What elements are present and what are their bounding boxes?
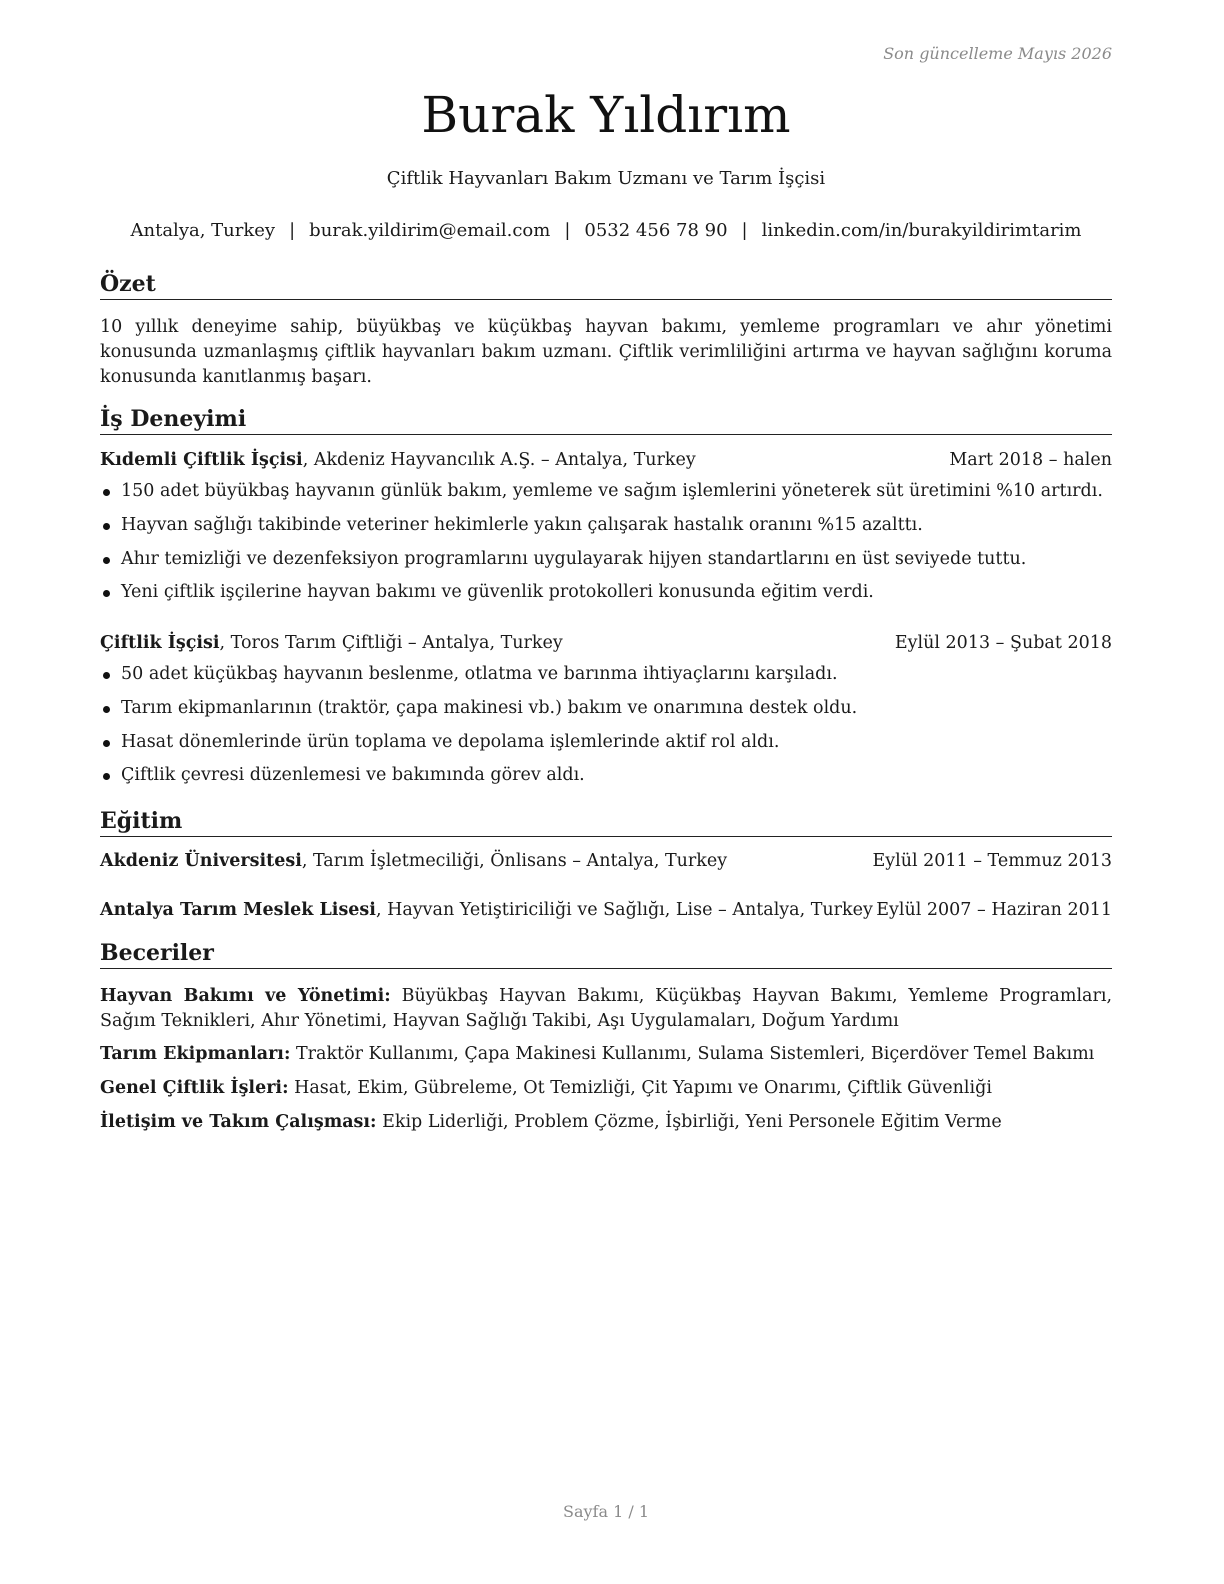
skill-row: [100, 1042, 1112, 1067]
contact-separator: |: [564, 220, 571, 241]
skill-row: [100, 984, 1112, 1034]
job-employer: , Toros Tarım Çiftliği – Antalya, Turkey: [219, 633, 563, 653]
education-school: Akdeniz Üniversitesi: [100, 851, 302, 871]
skill-row: [100, 1076, 1112, 1101]
education-details: , Tarım İşletmeciliği, Önlisans – Antalya, Turkey: [301, 851, 728, 871]
contact-location: Antalya, Turkey: [130, 220, 276, 241]
job-dates: Mart 2018 – halen: [949, 450, 1112, 470]
candidate-headline: Çiftlik Hayvanları Bakım Uzmanı ve Tarım İşçisi: [386, 168, 826, 189]
bullet-item: Hasat dönemlerinde ürün toplama ve depolama işlemlerinde aktif rol aldı.: [100, 731, 1112, 765]
contact-separator: |: [741, 220, 748, 241]
skill-values: Hasat, Ekim, Gübreleme, Ot Temizliği, Çit Yapımı ve Onarımı, Çiftlik Güvenliği: [288, 1078, 992, 1098]
bullet-dot-icon: [103, 672, 110, 679]
job-role: Çiftlik İşçisi: [100, 633, 220, 653]
section-title-experience: İş Deneyimi: [100, 406, 1112, 435]
section-title-summary: Özet: [100, 271, 1112, 300]
page-number: Sayfa 1 / 1: [562, 1502, 649, 1521]
contact-separator: |: [289, 220, 296, 241]
bullet-item: Hayvan sağlığı takibinde veteriner hekimlerle yakın çalışarak hastalık oranını %15 azalttı.: [100, 514, 1112, 548]
skill-values: Traktör Kullanımı, Çapa Makinesi Kullanımı, Sulama Sistemleri, Biçerdöver Temel Bakımı: [290, 1044, 1095, 1064]
skill-label: Tarım Ekipmanları:: [100, 1044, 291, 1064]
education-details: , Hayvan Yetiştiriciliği ve Sağlığı, Lise – Antalya, Turkey: [375, 900, 873, 920]
bullet-dot-icon: [103, 557, 110, 564]
bullet-item: Yeni çiftlik işçilerine hayvan bakımı ve güvenlik protokolleri konusunda eğitim verdi.: [100, 581, 1112, 615]
job-dates: Eylül 2013 – Şubat 2018: [894, 633, 1112, 653]
resume-page: [100, 0, 1112, 1584]
contact-email[interactable]: burak.yildirim@email.com: [309, 220, 551, 241]
bullet-dot-icon: [103, 773, 110, 780]
education-school: Antalya Tarım Meslek Lisesi: [100, 900, 376, 920]
skill-label: Hayvan Bakımı ve Yönetimi:: [100, 986, 391, 1006]
job-employer: , Akdeniz Hayvancılık A.Ş. – Antalya, Turkey: [302, 450, 696, 470]
bullet-item: 50 adet küçükbaş hayvanın beslenme, otlatma ve barınma ihtiyaçlarını karşıladı.: [100, 663, 1112, 697]
education-dates: Eylül 2011 – Temmuz 2013: [872, 851, 1112, 871]
contact-line: [100, 220, 1112, 241]
contact-phone[interactable]: 0532 456 78 90: [584, 220, 728, 241]
candidate-name: Burak Yıldırım: [421, 86, 791, 144]
job-bullets: [100, 480, 1112, 615]
bullet-dot-icon: [103, 523, 110, 530]
skill-label: İletişim ve Takım Çalışması:: [100, 1112, 377, 1132]
bullet-item: Tarım ekipmanlarının (traktör, çapa makinesi vb.) bakım ve onarımına destek oldu.: [100, 697, 1112, 731]
skill-values: Büyükbaş Hayvan Bakımı, Küçükbaş Hayvan Bakımı, Yemleme Programları, Sağım Teknikleri, Ahır Yönetimi, Hayvan Sağlığı Takibi, Aşı Uygulamaları, Doğum Yardımı: [100, 986, 1113, 1031]
bullet-dot-icon: [103, 740, 110, 747]
bullet-dot-icon: [103, 489, 110, 496]
bullet-item: Ahır temizliği ve dezenfeksiyon programlarını uygulayarak hijyen standartlarını en üst seviyede tuttu.: [100, 548, 1112, 582]
job-header: [100, 633, 1112, 653]
job-role: Kıdemli Çiftlik İşçisi: [100, 450, 303, 470]
education-dates: Eylül 2007 – Haziran 2011: [876, 900, 1112, 920]
job-bullets: [100, 663, 1112, 798]
bullet-item: 150 adet büyükbaş hayvanın günlük bakım, yemleme ve sağım işlemlerini yöneterek süt üretimini %10 artırdı.: [100, 480, 1112, 514]
skill-row: [100, 1110, 1112, 1135]
skill-label: Genel Çiftlik İşleri:: [100, 1078, 289, 1098]
contact-linkedin[interactable]: linkedin.com/in/burakyildirimtarim: [761, 220, 1082, 241]
job-header: [100, 450, 1112, 470]
skill-values: Ekip Liderliği, Problem Çözme, İşbirliği, Yeni Personele Eğitim Verme: [376, 1112, 1002, 1132]
bullet-dot-icon: [103, 590, 110, 597]
summary-text: 10 yıllık deneyime sahip, büyükbaş ve küçükbaş hayvan bakımı, yemleme programları ve ahır yönetimi konusunda uzmanlaşmış çiftlik hayvanları bakım uzmanı. Çiftlik verimliliğini artırma ve hayvan sağlığını koruma konusunda kanıtlanmış başarı.: [100, 317, 1112, 387]
education-item: [100, 851, 1112, 871]
section-title-education: Eğitim: [100, 808, 1112, 837]
education-item: [100, 900, 1112, 920]
section-title-skills: Beceriler: [100, 940, 1112, 969]
last-updated-note: Son güncelleme Mayıs 2026: [883, 44, 1112, 63]
bullet-dot-icon: [103, 706, 110, 713]
bullet-item: Çiftlik çevresi düzenlemesi ve bakımında görev aldı.: [100, 764, 1112, 798]
